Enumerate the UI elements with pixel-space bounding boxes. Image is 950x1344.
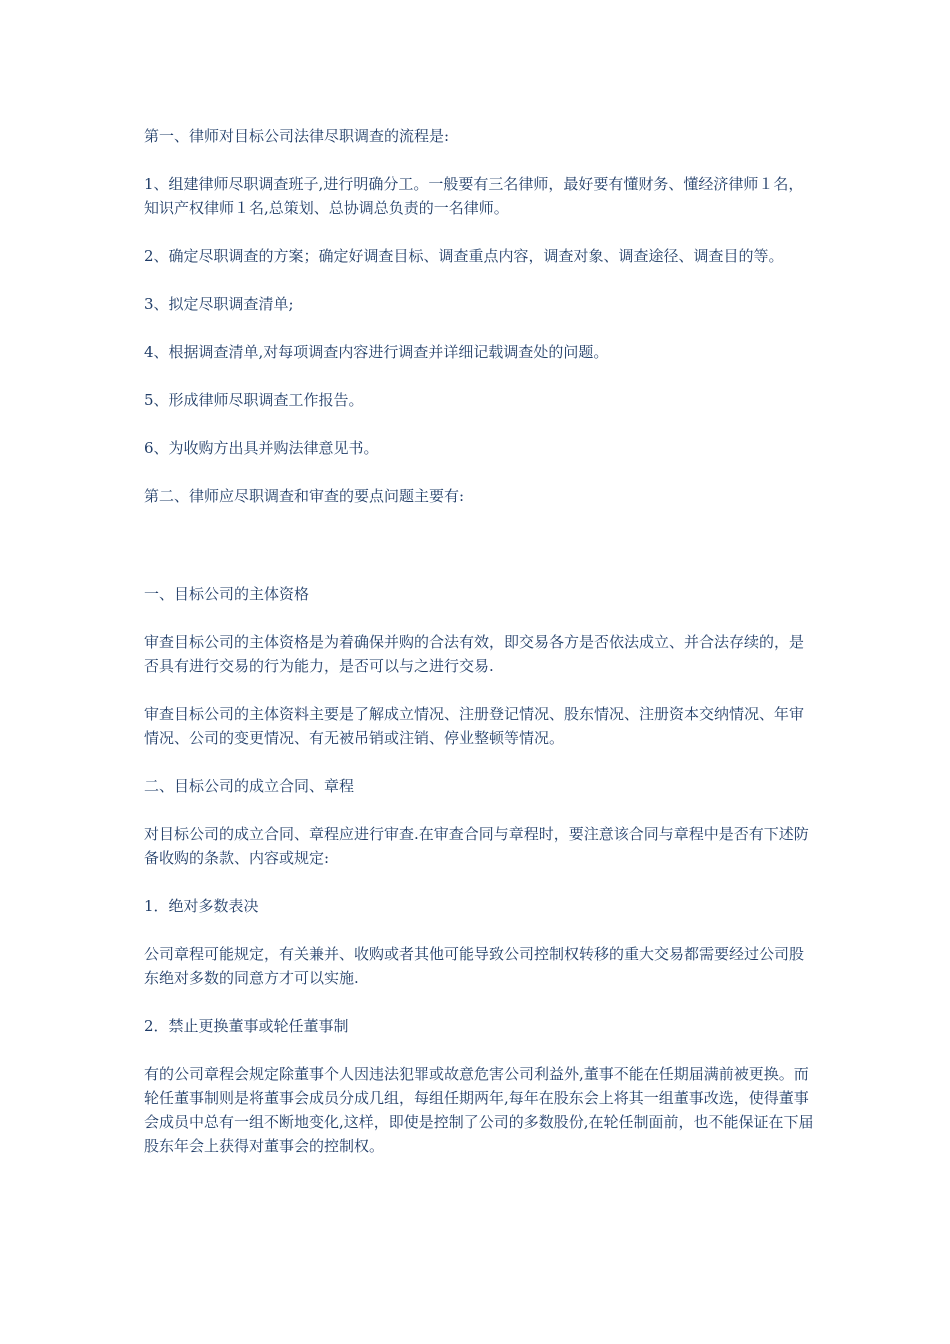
paragraph-step-1: 1、组建律师尽职调查班子,进行明确分工。一般要有三名律师，最好要有懂财务、懂经济律师１名，知识产权律师１名,总策划、总协调总负责的一名律师。: [144, 175, 804, 217]
section-heading-process: 第一、律师对目标公司法律尽职调查的流程是:: [144, 127, 450, 145]
paragraph-qualification-materials: 审查目标公司的主体资料主要是了解成立情况、注册登记情况、股东情况、注册资本交纳情况、年审情况、公司的变更情况、有无被吊销或注销、停业整顿等情况。: [144, 705, 805, 747]
paragraph-step-5: 5、形成律师尽职调查工作报告。: [144, 391, 364, 409]
paragraph-step-2: 2、确定尽职调查的方案；确定好调查目标、调查重点内容，调查对象、调查途径、调查目的等。: [144, 247, 784, 265]
item-supermajority-vote: 1．绝对多数表决: [144, 897, 259, 915]
blank-spacer: [144, 532, 816, 582]
paragraph-contract-review: 对目标公司的成立合同、章程应进行审查.在审查合同与章程时，要注意该合同与章程中是否有下述防备收购的条款、内容或规定:: [144, 825, 809, 867]
document-body: [144, 124, 816, 1182]
paragraph-staggered-board: 有的公司章程会规定除董事个人因违法犯罪或故意危害公司利益外,董事不能在任期届满前被更换。而轮任董事制则是将董事会成员分成几组，每组任期两年,每年在股东会上将其一组董事改选，使得董事会成员中总有一组不断地变化,这样，即使是控制了公司的多数股份,在轮任制面前，也不能保证在下届股东年会上获得对董事会的控制权。: [144, 1065, 814, 1155]
paragraph-supermajority-vote: 公司章程可能规定，有关兼并、收购或者其他可能导致公司控制权转移的重大交易都需要经过公司股东绝对多数的同意方才可以实施.: [144, 945, 805, 987]
paragraph-step-3: 3、拟定尽职调查清单;: [144, 295, 294, 313]
item-staggered-board: 2．禁止更换董事或轮任董事制: [144, 1017, 349, 1035]
paragraph-step-6: 6、为收购方出具并购法律意见书。: [144, 439, 379, 457]
paragraph-qualification-purpose: 审查目标公司的主体资格是为着确保并购的合法有效，即交易各方是否依法成立、并合法存续的，是否具有进行交易的行为能力，是否可以与之进行交易.: [144, 633, 805, 675]
subheading-contract-articles: 二、目标公司的成立合同、章程: [144, 777, 355, 795]
subheading-subject-qualification: 一、目标公司的主体资格: [144, 585, 310, 603]
paragraph-step-4: 4、根据调查清单,对每项调查内容进行调查并详细记载调查处的问题。: [144, 343, 609, 361]
section-heading-key-issues: 第二、律师应尽职调查和审查的要点问题主要有:: [144, 487, 465, 505]
